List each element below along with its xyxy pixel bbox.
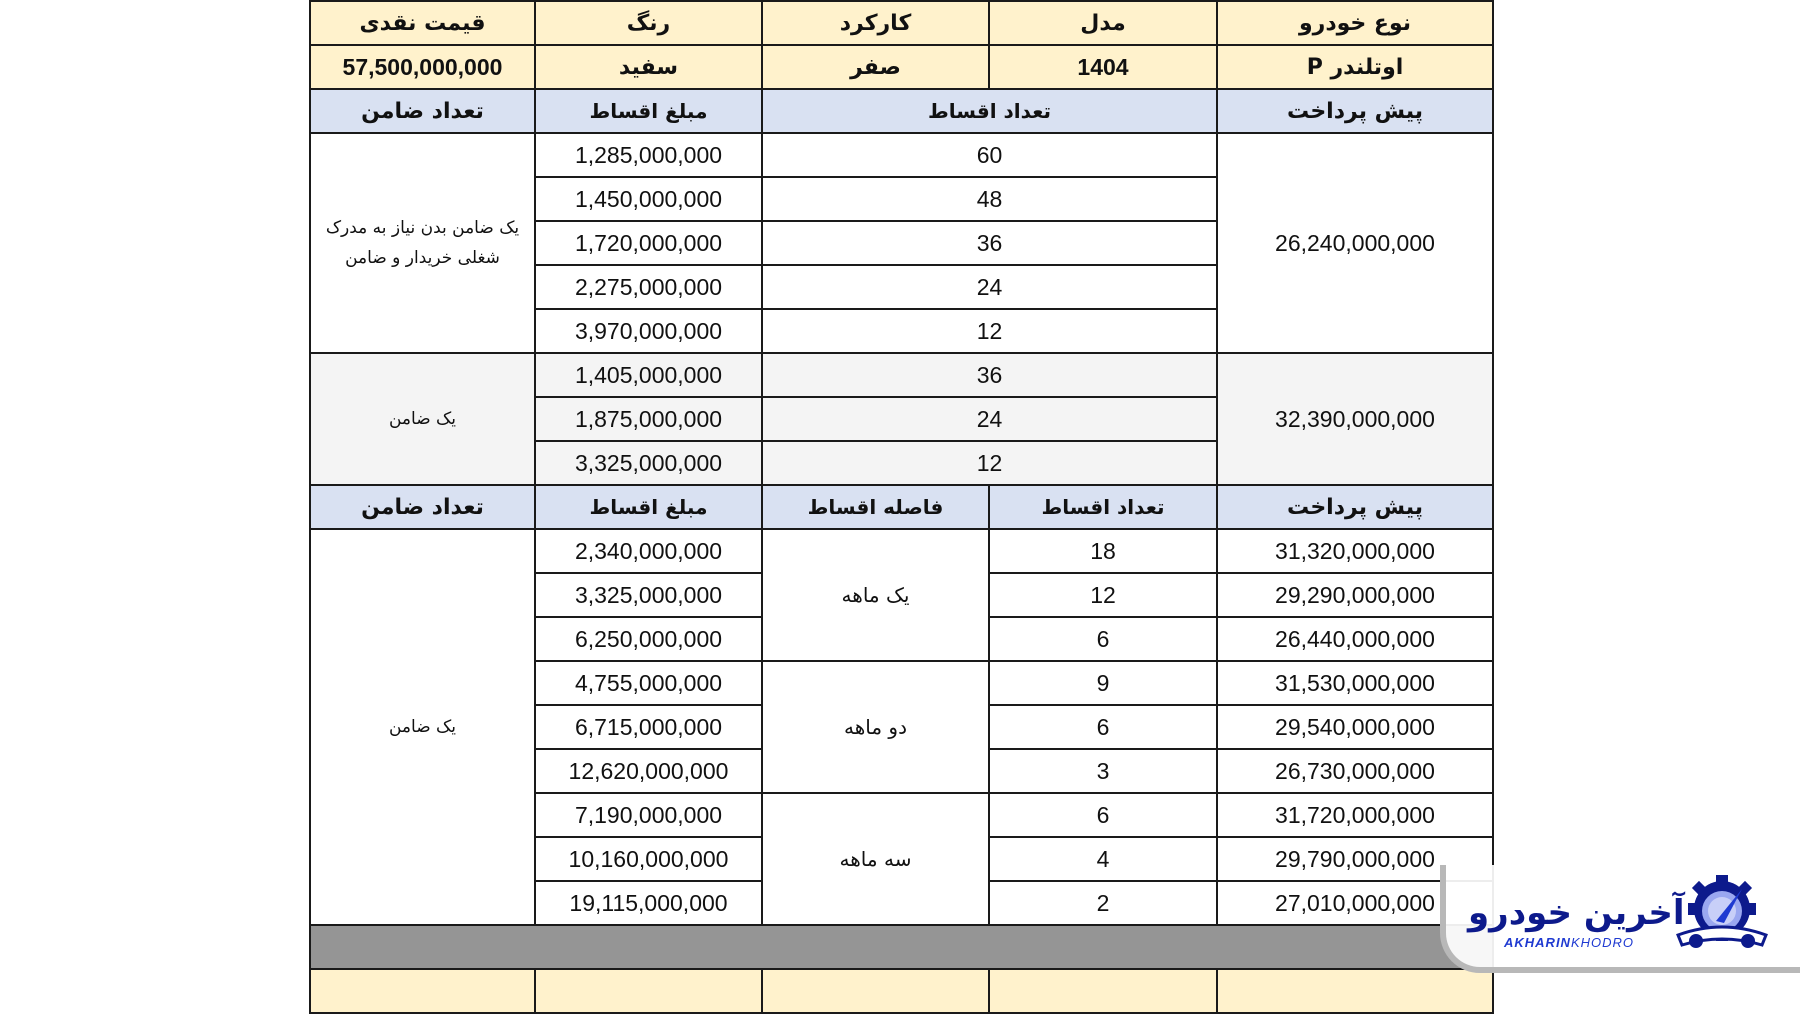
- s2-count: 6: [989, 617, 1217, 661]
- cut-off-cell: [535, 969, 762, 1013]
- cut-off-cell: [762, 969, 989, 1013]
- s2-count: 18: [989, 529, 1217, 573]
- summary-value-row: [310, 45, 1493, 89]
- akharinkhodro-logo: [1440, 855, 1800, 973]
- s1-g2-count: 12: [762, 441, 1217, 485]
- s1-header-guarantor: تعداد ضامن: [310, 89, 535, 133]
- s2-amount: 6,250,000,000: [535, 617, 762, 661]
- model-value: 1404: [989, 45, 1217, 89]
- car-type-value: اوتلندر P: [1217, 45, 1493, 89]
- logo-name-en-bold: AKHARIN: [1504, 935, 1571, 950]
- s2-amount: 6,715,000,000: [535, 705, 762, 749]
- s2-amount: 19,115,000,000: [535, 881, 762, 925]
- s2-count: 4: [989, 837, 1217, 881]
- logo-name-en: [1504, 935, 1634, 950]
- s1-g1-amount: 1,720,000,000: [535, 221, 762, 265]
- s2-down-payment: 27,010,000,000: [1217, 881, 1493, 925]
- s2-down-payment: 29,540,000,000: [1217, 705, 1493, 749]
- s1-g1-down-payment: 26,240,000,000: [1217, 133, 1493, 353]
- section1-header-row: [310, 89, 1493, 133]
- s1-g1-amount: 1,285,000,000: [535, 133, 762, 177]
- logo-name-fa: آخرین خودرو: [1468, 893, 1685, 933]
- s2-down-payment: 31,320,000,000: [1217, 529, 1493, 573]
- table-row: [310, 133, 1493, 177]
- s2-amount: 12,620,000,000: [535, 749, 762, 793]
- s1-g2-guarantor: یک ضامن: [310, 353, 535, 485]
- separator-row: [310, 925, 1493, 969]
- gray-separator-bar: [310, 925, 1493, 969]
- section2-header-row: [310, 485, 1493, 529]
- s1-g2-down-payment: 32,390,000,000: [1217, 353, 1493, 485]
- header-mileage: کارکرد: [762, 1, 989, 45]
- s1-g2-amount: 1,405,000,000: [535, 353, 762, 397]
- s2-interval-label: یک ماهه: [762, 529, 989, 661]
- table-row: [310, 353, 1493, 397]
- cash-price-value: 57,500,000,000: [310, 45, 535, 89]
- cut-off-cell: [989, 969, 1217, 1013]
- s2-amount: 4,755,000,000: [535, 661, 762, 705]
- s1-g1-amount: 3,970,000,000: [535, 309, 762, 353]
- s2-count: 12: [989, 573, 1217, 617]
- s2-guarantor: یک ضامن: [310, 529, 535, 925]
- s1-g2-amount: 3,325,000,000: [535, 441, 762, 485]
- mileage-value: صفر: [762, 45, 989, 89]
- logo-name-en-light: KHODRO: [1570, 935, 1635, 950]
- s1-g1-count: 36: [762, 221, 1217, 265]
- gear-speedometer-icon: [1672, 875, 1768, 951]
- s1-g1-count: 24: [762, 265, 1217, 309]
- s1-g1-amount: 1,450,000,000: [535, 177, 762, 221]
- s1-header-installment-amount: مبلغ اقساط: [535, 89, 762, 133]
- s1-g1-count: 12: [762, 309, 1217, 353]
- s1-header-down-payment: پیش پرداخت: [1217, 89, 1493, 133]
- s2-amount: 2,340,000,000: [535, 529, 762, 573]
- s2-amount: 7,190,000,000: [535, 793, 762, 837]
- s1-g1-guarantor: یک ضامن بدن نیاز به مدرک شغلی خریدار و ضامن: [310, 133, 535, 353]
- s2-down-payment: 26,730,000,000: [1217, 749, 1493, 793]
- s2-count: 6: [989, 705, 1217, 749]
- next-summary-row-partial: [310, 969, 1493, 1013]
- s2-count: 6: [989, 793, 1217, 837]
- s2-down-payment: 31,720,000,000: [1217, 793, 1493, 837]
- header-cash-price: قیمت نقدی: [310, 1, 535, 45]
- s2-down-payment: 29,290,000,000: [1217, 573, 1493, 617]
- s1-g2-amount: 1,875,000,000: [535, 397, 762, 441]
- color-value: سفید: [535, 45, 762, 89]
- header-car-type: نوع خودرو: [1217, 1, 1493, 45]
- cut-off-cell: [1217, 969, 1493, 1013]
- header-color: رنگ: [535, 1, 762, 45]
- header-model: مدل: [989, 1, 1217, 45]
- s2-interval-label: دو ماهه: [762, 661, 989, 793]
- s2-amount: 10,160,000,000: [535, 837, 762, 881]
- s2-interval-label: سه ماهه: [762, 793, 989, 925]
- s2-count: 2: [989, 881, 1217, 925]
- s2-count: 3: [989, 749, 1217, 793]
- cut-off-cell: [310, 969, 535, 1013]
- s2-down-payment: 26,440,000,000: [1217, 617, 1493, 661]
- s1-header-installment-count: تعداد اقساط: [762, 89, 1217, 133]
- s1-g1-count: 48: [762, 177, 1217, 221]
- s2-header-installment-count: تعداد اقساط: [989, 485, 1217, 529]
- s1-g2-count: 36: [762, 353, 1217, 397]
- summary-header-row: [310, 1, 1493, 45]
- s1-g1-amount: 2,275,000,000: [535, 265, 762, 309]
- s2-down-payment: 29,790,000,000: [1217, 837, 1493, 881]
- s2-header-interval: فاصله اقساط: [762, 485, 989, 529]
- s2-amount: 3,325,000,000: [535, 573, 762, 617]
- s2-header-installment-amount: مبلغ اقساط: [535, 485, 762, 529]
- installment-price-table: [309, 0, 1494, 1014]
- s2-count: 9: [989, 661, 1217, 705]
- s2-header-guarantor: تعداد ضامن: [310, 485, 535, 529]
- s1-g1-count: 60: [762, 133, 1217, 177]
- s1-g2-count: 24: [762, 397, 1217, 441]
- s2-header-down-payment: پیش پرداخت: [1217, 485, 1493, 529]
- table-row: [310, 529, 1493, 573]
- s2-down-payment: 31,530,000,000: [1217, 661, 1493, 705]
